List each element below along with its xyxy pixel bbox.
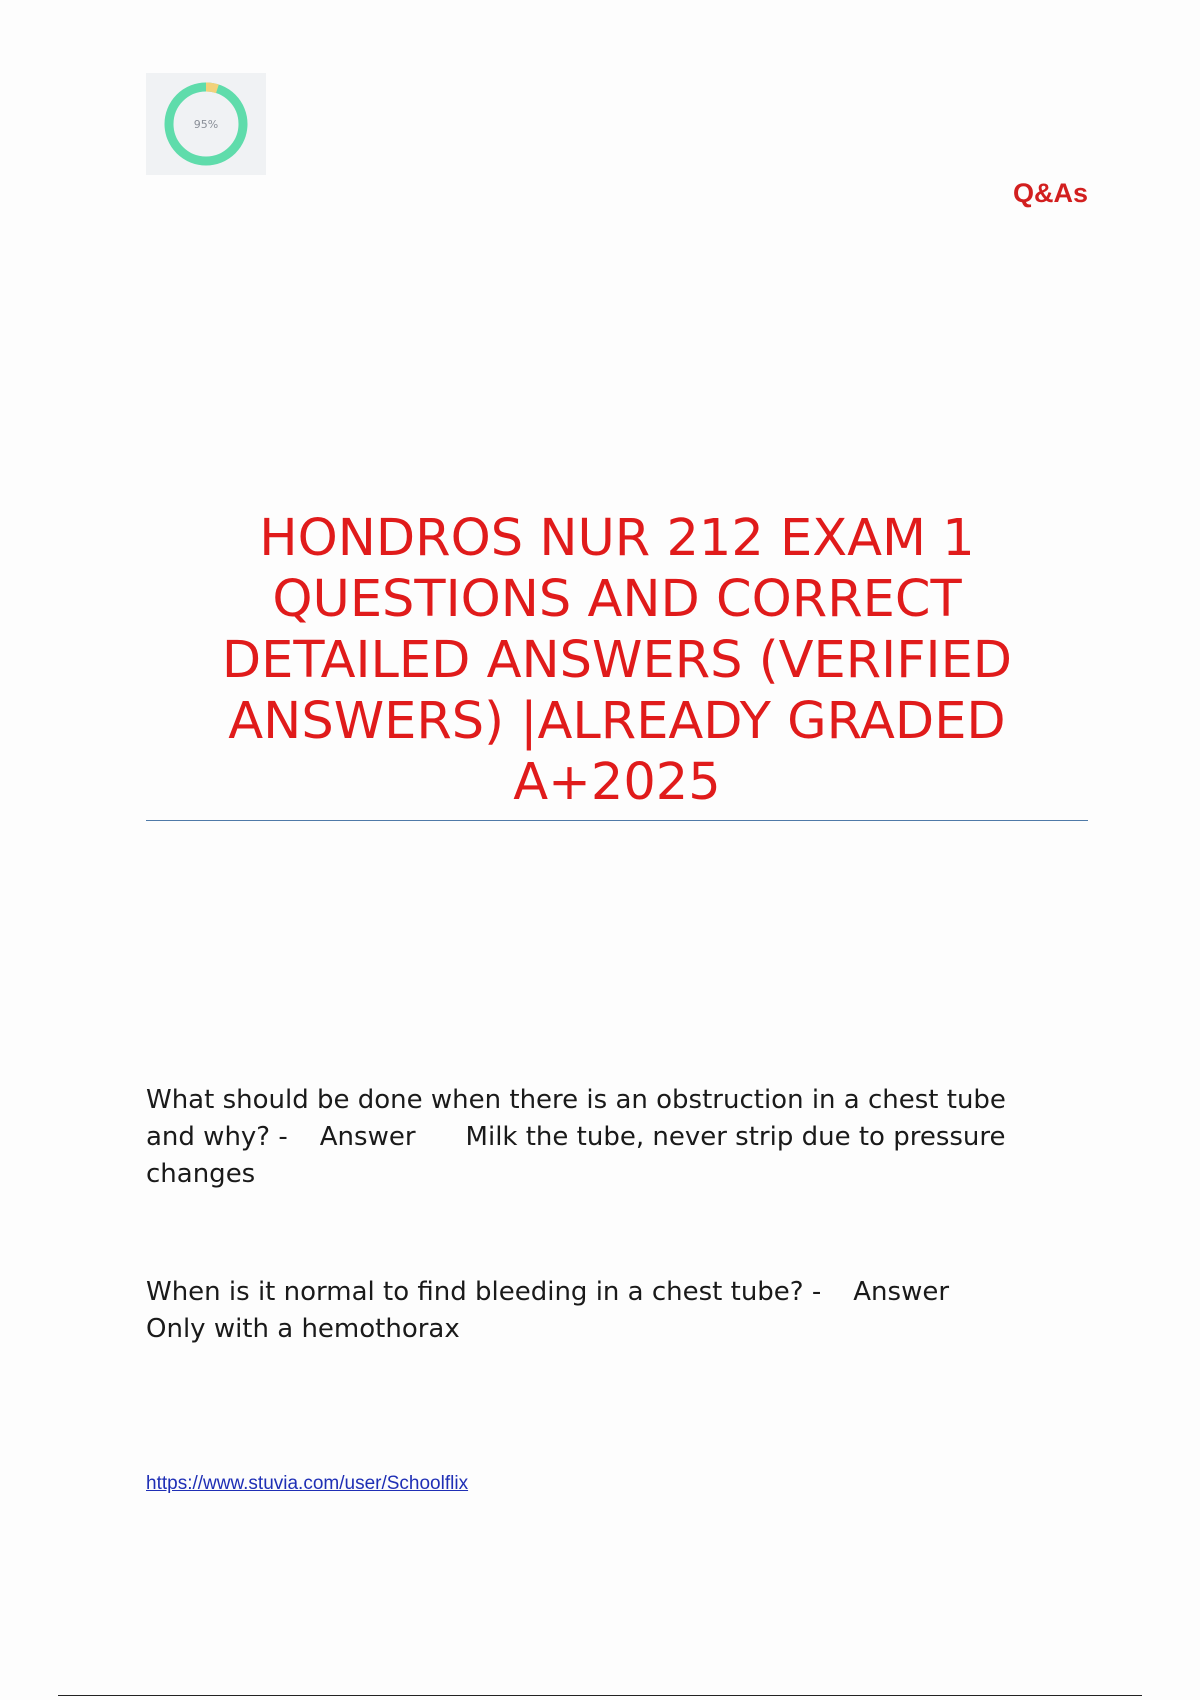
profile-link[interactable]: https://www.stuvia.com/user/Schoolflix — [146, 1473, 469, 1494]
document-title — [146, 508, 1088, 813]
title-line: QUESTIONS AND CORRECT — [272, 570, 962, 629]
title-divider — [146, 820, 1088, 821]
qa-label: Q&As — [1012, 178, 1088, 208]
question-text-end: and why? - — [146, 1122, 288, 1152]
page-bottom-divider — [58, 1695, 1142, 1696]
answer-text: Milk the tube, never strip due to pressure — [465, 1122, 1006, 1152]
answer-text: Only with a hemothorax — [146, 1314, 460, 1344]
title-line: ANSWERS) |ALREADY GRADED — [228, 692, 1006, 751]
question-text: When is it normal to find bleeding in a chest tube? - — [146, 1277, 822, 1307]
answer-label: Answer — [319, 1122, 416, 1152]
title-line: HONDROS NUR 212 EXAM 1 — [259, 509, 975, 568]
answer-text-continued: changes — [146, 1159, 256, 1189]
title-line: A+2025 — [513, 753, 721, 812]
qa-item — [146, 1082, 1096, 1193]
title-line: DETAILED ANSWERS (VERIFIED — [221, 631, 1013, 690]
progress-ring-icon — [161, 79, 251, 169]
rating-badge — [146, 73, 266, 175]
question-answer-line — [146, 1119, 1096, 1156]
question-answer-line — [146, 1274, 1096, 1311]
qa-item — [146, 1274, 1096, 1348]
question-text: What should be done when there is an obstruction in a chest tube — [146, 1085, 1006, 1115]
answer-label: Answer — [853, 1277, 950, 1307]
badge-percent-label: 95% — [193, 118, 219, 131]
